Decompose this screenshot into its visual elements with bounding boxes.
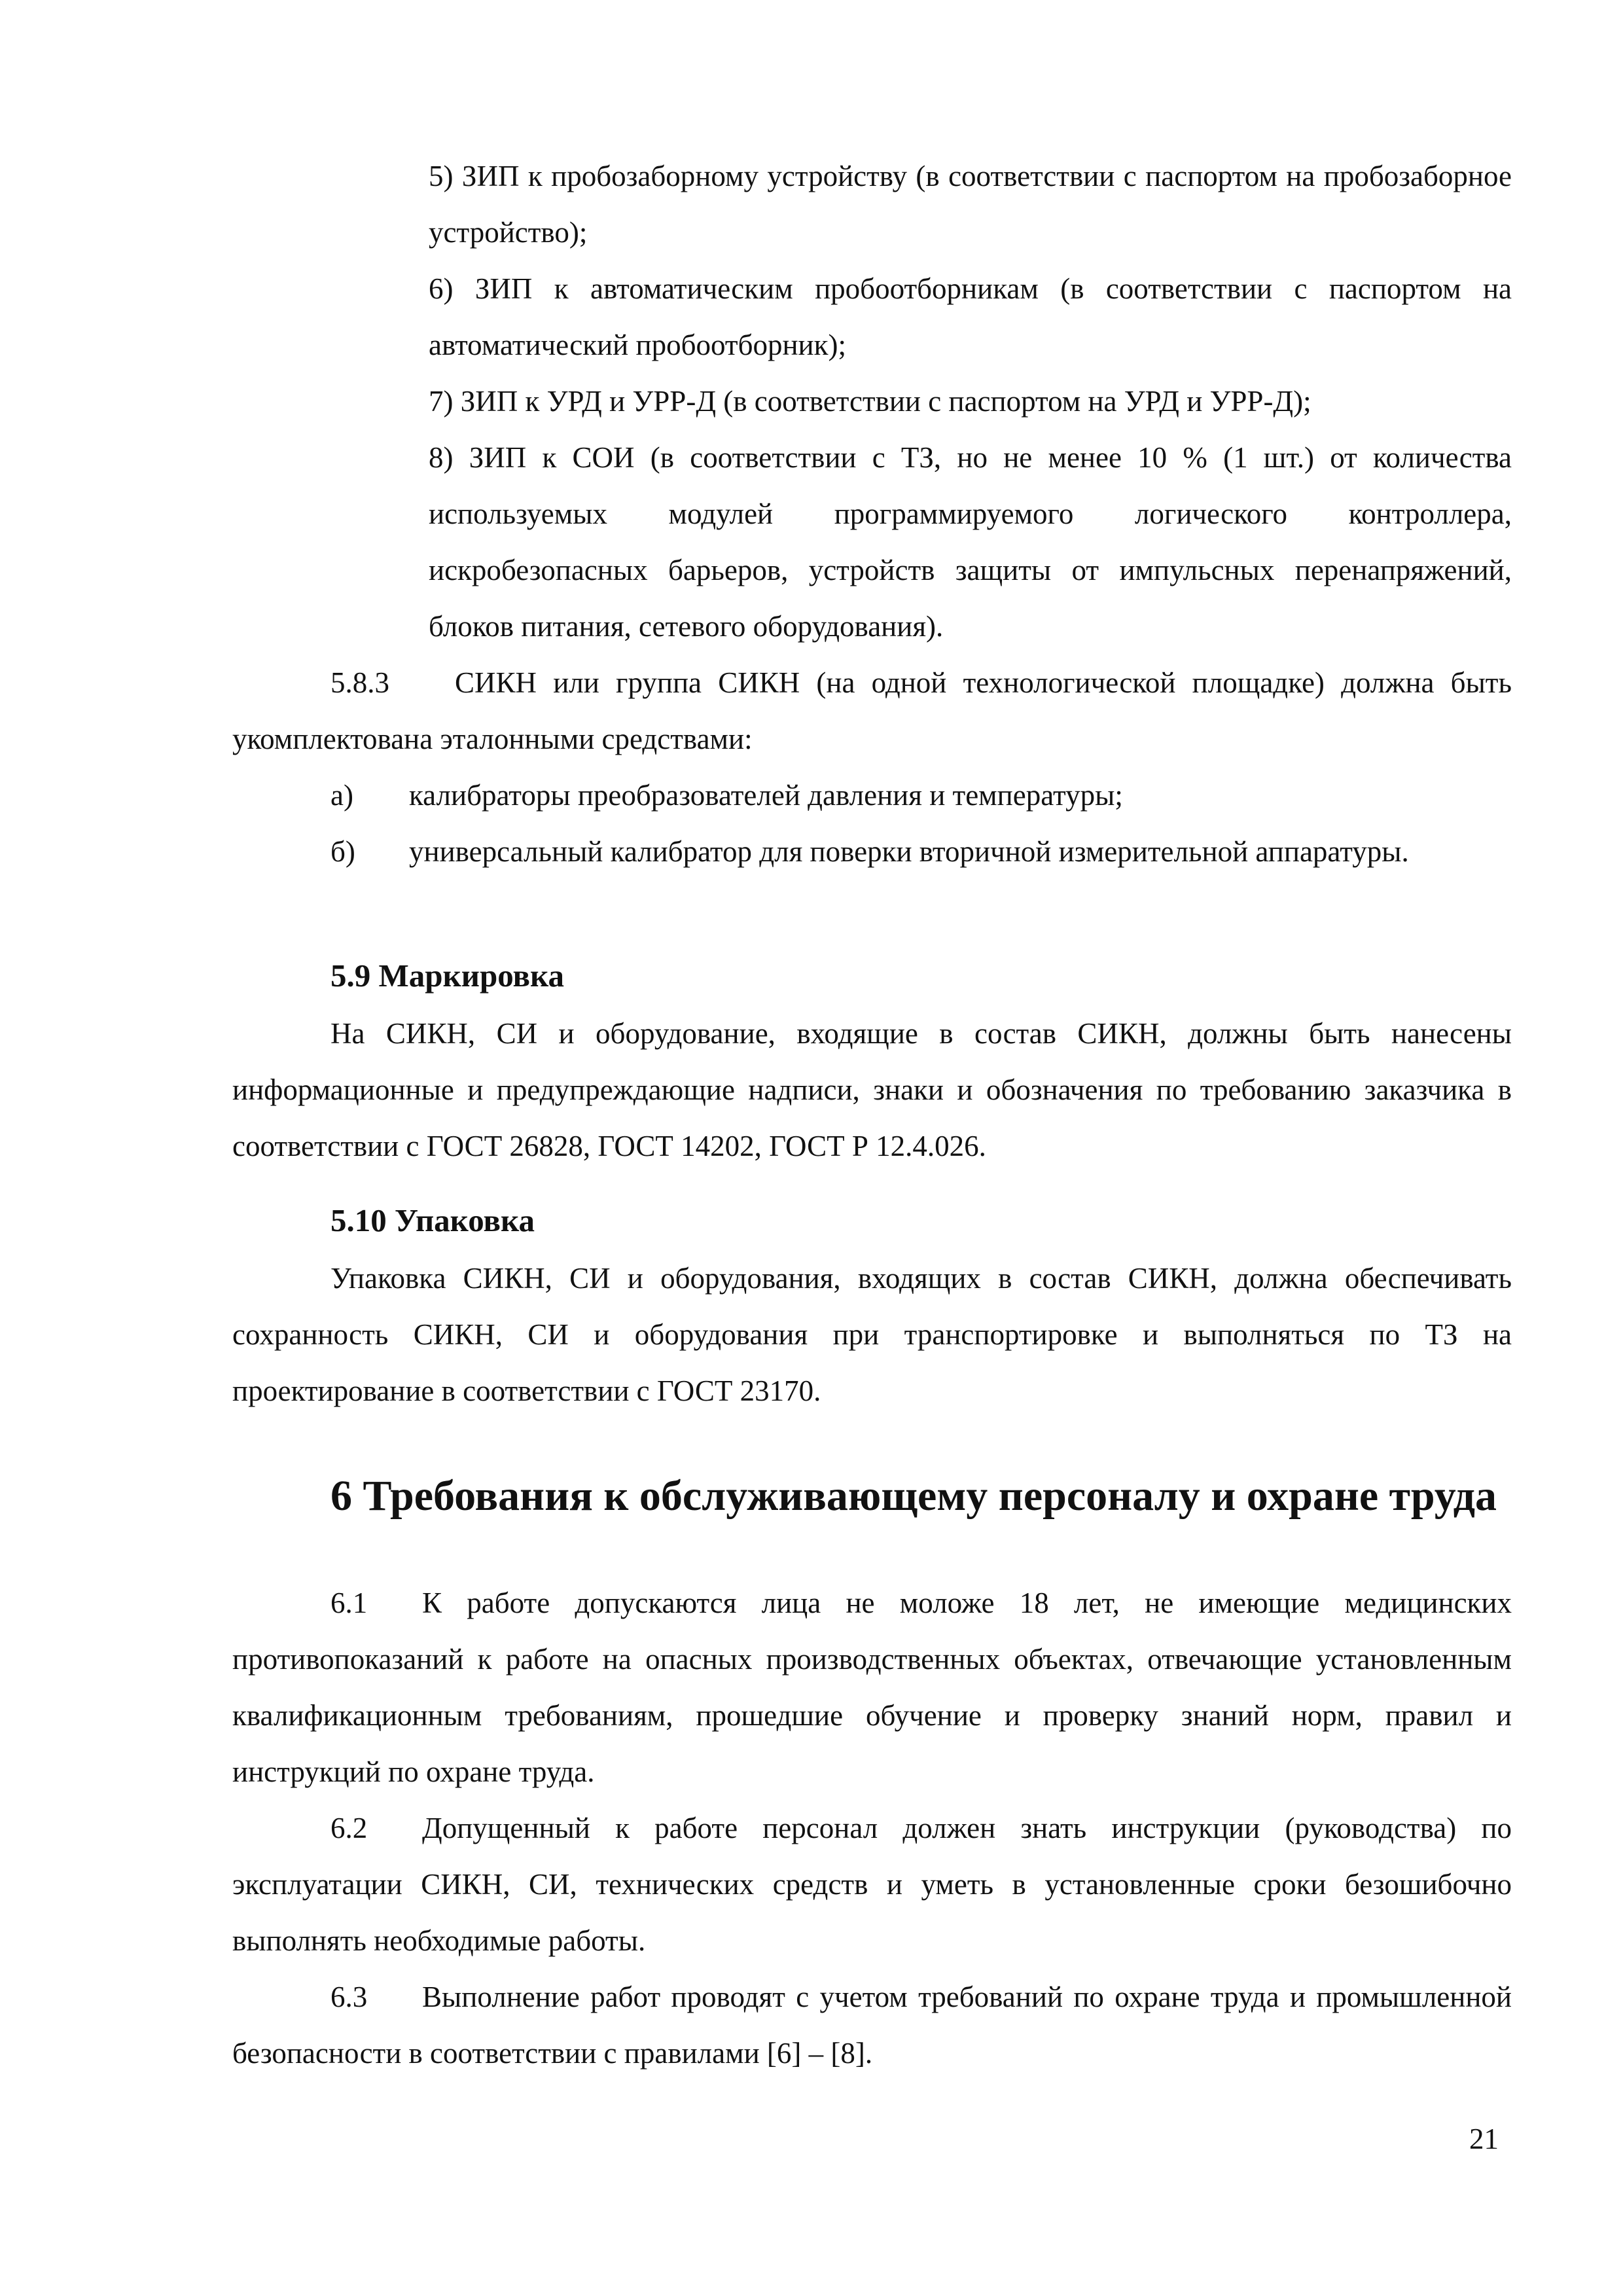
clause-6-1 bbox=[232, 1575, 1512, 1800]
item-letter: а) bbox=[330, 779, 353, 812]
clause-text: Допущенный к работе персонал должен знать инструкции (руководства) по эксплуатации СИКН, СИ, технических средств и уметь в установленные сроки безошибочно выполнять необходимые работы. bbox=[232, 1812, 1512, 1957]
clause-6-2 bbox=[232, 1800, 1512, 1969]
clause-number: 6.3 bbox=[330, 1981, 368, 2013]
list-item-5: 5) ЗИП к пробозаборному устройству (в соответствии с паспортом на пробозаборное устройство); bbox=[429, 160, 1512, 249]
heading-5-9: 5.9 Маркировка bbox=[330, 958, 564, 994]
item-text: калибраторы преобразователей давления и температуры; bbox=[409, 779, 1123, 812]
section-5-9-paragraph: На СИКН, СИ и оборудование, входящие в состав СИКН, должны быть нанесены информационные и предупреждающие надписи, знаки и обозначения по требованию заказчика в соответствии с ГОСТ 26828, ГОСТ 14202, ГОСТ Р 12.4.026. bbox=[232, 1017, 1512, 1162]
list-item-6: 6) ЗИП к автоматическим пробоотборникам (в соответствии с паспортом на автоматический пробоотборник); bbox=[429, 272, 1512, 361]
item-letter: б) bbox=[330, 835, 355, 868]
item-text: универсальный калибратор для поверки вторичной измерительной аппаратуры. bbox=[409, 835, 1409, 868]
clause-text: Выполнение работ проводят с учетом требований по охране труда и промышленной безопасности в соответствии с правилами [6] – [8]. bbox=[232, 1981, 1512, 2070]
heading-section-6: 6 Требования к обслуживающему персоналу и охране труда bbox=[330, 1472, 1497, 1520]
clause-6-3 bbox=[232, 1969, 1512, 2081]
section-5-10-paragraph: Упаковка СИКН, СИ и оборудования, входящих в состав СИКН, должна обеспечивать сохранность СИКН, СИ и оборудования при транспортировке и выполняться по ТЗ на проектирование в соответствии с ГОСТ 23170. bbox=[232, 1262, 1512, 1407]
clause-text: К работе допускаются лица не моложе 18 лет, не имеющие медицинских противопоказаний к работе на опасных производственных объектах, отвечающие установленным квалификационным требованиям, прошедшие обучение и проверку знаний норм, правил и инструкций по охране труда. bbox=[232, 1587, 1512, 1788]
clause-number: 6.2 bbox=[330, 1812, 368, 1844]
clause-number: 5.8.3 bbox=[330, 666, 389, 699]
section-5-9-body bbox=[232, 1005, 1512, 1174]
section-6-body bbox=[232, 1575, 1512, 2081]
clause-5-8-3-paragraph bbox=[232, 655, 1512, 767]
spare-parts-list bbox=[429, 148, 1512, 655]
clause-5-8-3-item-a bbox=[232, 767, 1512, 823]
clause-text: СИКН или группа СИКН (на одной технологической площадке) должна быть укомплектована эталонными средствами: bbox=[232, 666, 1512, 755]
clause-5-8-3 bbox=[232, 655, 1512, 880]
section-5-10-body bbox=[232, 1250, 1512, 1419]
clause-5-8-3-item-b bbox=[232, 823, 1512, 880]
list-item-8: 8) ЗИП к СОИ (в соответствии с ТЗ, но не менее 10 % (1 шт.) от количества используемых модулей программируемого логического контроллера, искробезопасных барьеров, устройств защиты от импульсных перенапряжений, блоков питания, сетевого оборудования). bbox=[429, 441, 1512, 643]
clause-number: 6.1 bbox=[330, 1587, 368, 1619]
list-item-7: 7) ЗИП к УРД и УРР-Д (в соответствии с паспортом на УРД и УРР-Д); bbox=[429, 385, 1311, 418]
heading-5-10: 5.10 Упаковка bbox=[330, 1202, 535, 1238]
page-number: 21 bbox=[1469, 2123, 1499, 2155]
